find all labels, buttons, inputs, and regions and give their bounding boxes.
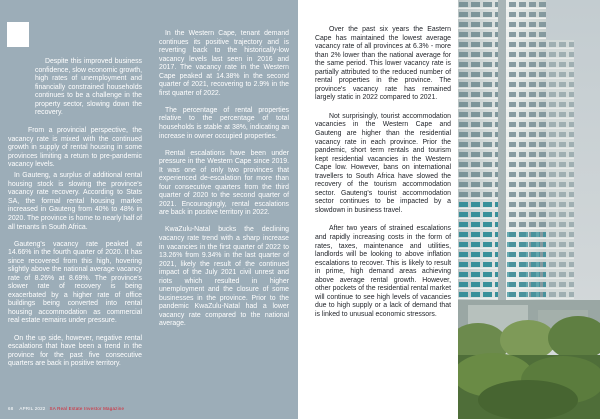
- paragraph: Over the past six years the Eastern Cape has maintained the lowest average vacancy rate of all provinces at 6.3% - more than 2% lower than the national average for the same period. This lower vacancy rate is partially attributed to the reduced number of rental properties in the province. The province's vacancy rate has remained largely static in 2022 compared to 2021.: [315, 26, 451, 102]
- paragraph: Rental escalations have been under pressure in the Western Cape since 2019. It was one of only two provinces that experienced de-escalation for more than four consecutive quarters from the third quarter of 2020 to the second quarter of 2021. Encouragingly, rental escalations are back in positive territory in 2022.: [159, 149, 289, 217]
- drop-cap-block: [7, 22, 29, 47]
- intro-paragraph: Despite this improved business confidence, slow economic growth, high rates of unemployment and financially constrained households continues to be a challenge in the property sector, slowing down the recovery.: [35, 58, 142, 117]
- paragraph: The percentage of rental properties relative to the percentage of total households is stable at 38%, indicating an increase in owner occupied properties.: [159, 106, 289, 140]
- paragraph: In Gauteng, a surplus of additional rental housing stock is slowing the province's vacancy rate recovery. According to Stats SA, the formal rental housing market increased in Gauteng from 40% to 48% in 2020. The province is home to nearly half of all tenants in South Africa.: [8, 172, 142, 231]
- paragraph: Gauteng's vacancy rate peaked at 14.66% in the fourth quarter of 2020. It has since recovered from this high, hovering slightly above the national average vacancy rate of 8.26% at 8.69%. The province's slower rate of recovery is being exacerbated by a higher rate of office buildings being converted into rental housing accommodation as commercial real estate remains under pressure.: [8, 240, 142, 325]
- paragraph: Not surprisingly, tourist accommodation vacancies in the Western Cape and Gauteng are higher than the residential vacancy rate in each province. Prior the pandemic, short term rentals and tourism kept residential vacancies in the Western Cape low. However, bans on international travellers to South Africa have slowed the recovery of the tourism accommodation sector. Gauteng's tourist accommodation sector continues to be impacted by a slowdown in business travel.: [315, 112, 451, 214]
- tower-illustration: [458, 0, 600, 419]
- paragraph: From a provincial perspective, the vacancy rate is mixed with the continued growth in supply of rental housing in some provinces limiting a return to pre-pandemic vacancy levels.: [8, 127, 142, 169]
- magazine-name: SA Real Estate Investor Magazine: [49, 406, 125, 411]
- paragraph: KwaZulu-Natal bucks the declining vacancy rate trend with a sharp increase in vacancies in the first quarter of 2022 to 13.26% from 9.34% in the last quarter of 2021, likely the result of the continued impact of the July 2021 civil unrest and riots which resulted in higher unemployment and the closure of some businesses in the province. Prior to the pandemic KwaZulu-Natal had a lower vacancy rate compared to the national average.: [159, 226, 289, 328]
- article-panel: [0, 0, 298, 419]
- paragraph: In the Western Cape, tenant demand continues its positive trajectory and is reverting back to the historically-low vacancy levels last seen in 2016 and 2017. The vacancy rate in the Western Cape peaked at 14.38% in the second quarter of 2021, recovering to 2.9% in the first quarter of 2022.: [159, 30, 289, 97]
- residential-tower-photo: [458, 0, 600, 419]
- page-number: 68: [8, 406, 14, 411]
- article-column-2: [159, 30, 289, 329]
- issue-date: APRIL 2022: [19, 406, 46, 411]
- page-footer: [8, 406, 124, 411]
- paragraph: On the up side, however, negative rental escalations that have been a trend in the province for the past five consecutive quarters are back in positive territory.: [8, 334, 142, 368]
- paragraph: After two years of strained escalations and rapidly increasing costs in the form of rates, taxes, maintenance and utilities, landlords will be looking to above inflation escalations to recover. This is likely to result in prime, high demand areas achieving above average rental growth. However, other pockets of the residential rental market will continue to see high levels of vacancies due to high supply or a lack of demand that is linked to unusual economic stressors.: [315, 225, 451, 318]
- column-1-body: [8, 127, 142, 369]
- article-column-3: [315, 26, 451, 320]
